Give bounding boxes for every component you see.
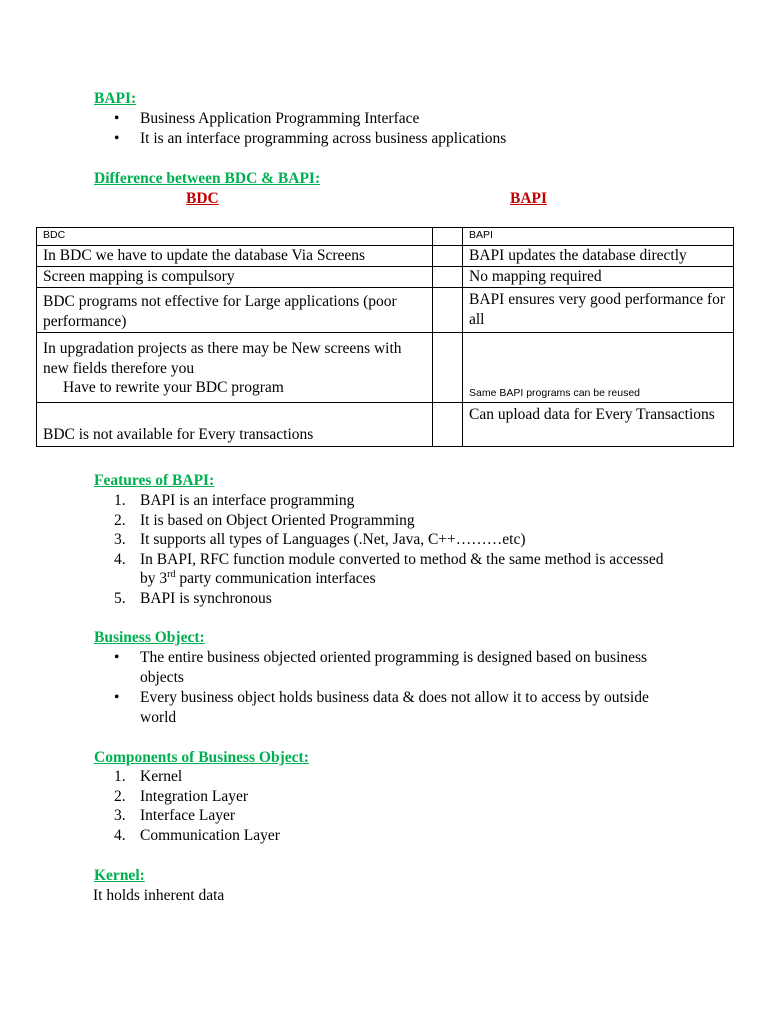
list-number: 3.	[114, 807, 126, 824]
list-item	[114, 511, 674, 531]
table-cell-bdc: BDC is not available for Every transactions	[37, 403, 433, 447]
list-text: party communication interfaces	[175, 570, 376, 587]
table-cell-bapi: BAPI ensures very good performance for all	[463, 288, 734, 333]
list-item	[114, 550, 674, 589]
components-heading: Components of Business Object:	[94, 749, 309, 766]
list-text: Kernel	[140, 768, 183, 785]
bapi-bullet-list	[114, 109, 674, 149]
comparison-table	[36, 227, 734, 447]
table-header-bapi: BAPI	[463, 228, 734, 246]
table-cell-text: Have to rewrite your BDC program	[63, 379, 284, 396]
table-cell-bapi: Same BAPI programs can be reused	[463, 333, 734, 403]
table-row	[37, 333, 734, 403]
list-number: 5.	[114, 589, 126, 607]
table-cell-bapi: No mapping required	[463, 267, 734, 288]
list-item	[114, 767, 674, 787]
list-text: It is based on Object Oriented Programming	[140, 511, 415, 529]
table-gap-cell	[433, 333, 463, 403]
list-item	[114, 787, 674, 807]
list-text: In BAPI, RFC function module converted to method & the same method is accessed by 3	[140, 550, 664, 587]
kernel-heading: Kernel:	[94, 867, 145, 884]
business-object-heading: Business Object:	[94, 629, 205, 646]
list-item: • It is an interface programming across business applications	[114, 129, 674, 149]
bdc-column-heading: BDC	[186, 190, 219, 207]
table-gap-cell	[433, 246, 463, 267]
list-item	[114, 530, 674, 550]
list-number: 1.	[114, 492, 126, 509]
table-row	[37, 288, 734, 333]
table-cell-bdc: Screen mapping is compulsory	[37, 267, 433, 288]
table-header-row	[37, 228, 734, 246]
table-gap-cell	[433, 403, 463, 447]
list-number: 2.	[114, 787, 126, 805]
table-header-bdc: BDC	[37, 228, 433, 246]
table-row	[37, 403, 734, 447]
list-text: Integration Layer	[140, 787, 249, 805]
list-item: • Every business object holds business data & does not allow it to access by outside world	[114, 688, 654, 728]
list-number: 3.	[114, 531, 126, 548]
table-cell-bdc	[37, 333, 433, 403]
bapi-column-heading: BAPI	[510, 190, 548, 207]
list-item: • Business Application Programming Interface	[114, 109, 674, 129]
list-text: BAPI is an interface programming	[140, 492, 355, 509]
business-object-bullet-list	[114, 648, 654, 728]
list-item	[114, 589, 674, 609]
table-cell-bdc: In BDC we have to update the database Via Screens	[37, 246, 433, 267]
table-cell-text: In upgradation projects as there may be New screens with new fields therefore you	[43, 340, 402, 377]
table-gap-cell	[433, 228, 463, 246]
table-gap-cell	[433, 267, 463, 288]
table-row	[37, 267, 734, 288]
features-list	[114, 491, 674, 608]
features-heading: Features of BAPI:	[94, 472, 215, 489]
list-number: 4.	[114, 550, 126, 568]
components-list	[114, 767, 674, 845]
kernel-description: It holds inherent data	[93, 887, 225, 904]
bapi-heading: BAPI:	[94, 90, 137, 107]
table-cell-bapi: Can upload data for Every Transactions	[463, 403, 734, 447]
table-cell-bdc: BDC programs not effective for Large applications (poor performance)	[37, 288, 433, 333]
table-cell-bapi: BAPI updates the database directly	[463, 246, 734, 267]
table-row	[37, 246, 734, 267]
list-item	[114, 806, 674, 826]
list-text: BAPI is synchronous	[140, 589, 272, 607]
list-text: It supports all types of Languages (.Net, Java, C++………etc)	[140, 531, 526, 548]
list-item	[114, 491, 674, 511]
list-item	[114, 826, 674, 846]
difference-heading: Difference between BDC & BAPI:	[94, 170, 321, 187]
list-item: • The entire business objected oriented programming is designed based on business objects	[114, 648, 654, 688]
list-text: Interface Layer	[140, 807, 236, 824]
superscript: rd	[167, 568, 176, 580]
list-number: 4.	[114, 826, 126, 844]
list-number: 2.	[114, 511, 126, 529]
table-gap-cell	[433, 288, 463, 333]
list-number: 1.	[114, 768, 126, 785]
list-text: Communication Layer	[140, 826, 280, 844]
